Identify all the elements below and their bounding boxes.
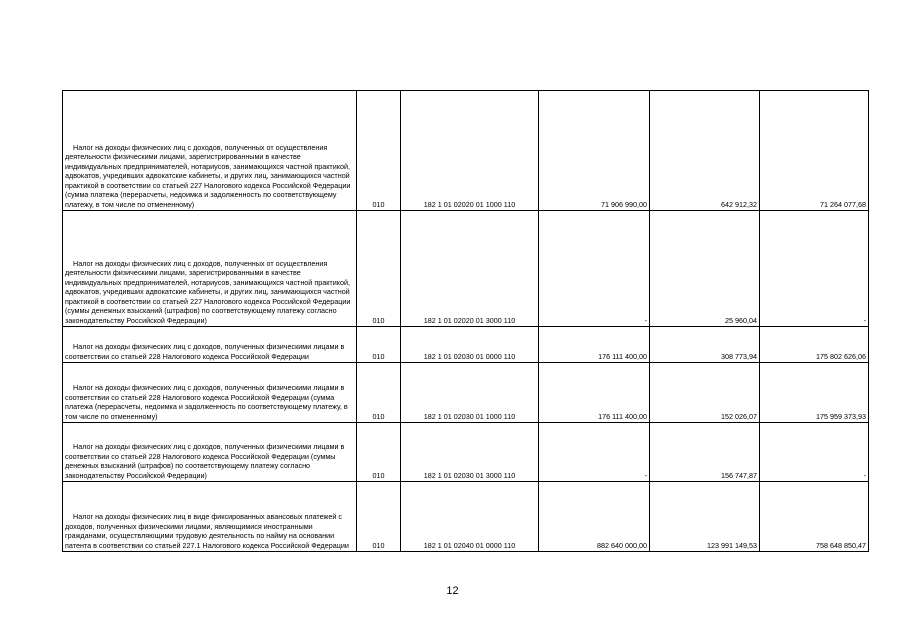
row-value-2-cell: 156 747,87 [650,423,760,482]
row-name-cell: Налог на доходы физических лиц с доходов, полученных физическими лицами в соответствии со статьей 228 Налогового кодекса Российской Федерации [63,327,357,363]
row-kbk-cell: 182 1 01 02030 01 0000 110 [401,327,539,363]
row-value-2-cell: 308 773,94 [650,327,760,363]
row-value-2-cell: 152 026,07 [650,363,760,423]
row-value-1-cell: 882 640 000,00 [539,482,650,552]
table-row [63,91,869,211]
table-row [63,363,869,423]
row-name-cell: Налог на доходы физических лиц с доходов, полученных от осуществления деятельности физическими лицами, зарегистрированными в качестве индивидуальных предпринимателей, нотариусов, занимающихся частной практикой, адвокатов, учредивших адвокатские кабинеты, и других лиц, занимающихся частной практикой в соответствии со статьей 227 Налогового кодекса Российской Федерации (сумма платежа (перерасчеты, недоимка и задолженность по соответствующему платежу, в том числе по отмененному) [63,91,357,211]
row-value-1-cell: 176 111 400,00 [539,327,650,363]
row-code-cell: 010 [357,363,401,423]
row-value-3-cell: 175 802 626,06 [760,327,869,363]
row-kbk-cell: 182 1 01 02040 01 0000 110 [401,482,539,552]
row-code-cell: 010 [357,327,401,363]
row-code-cell: 010 [357,423,401,482]
row-code-cell: 010 [357,211,401,327]
row-code-cell: 010 [357,482,401,552]
row-value-1-cell: - [539,423,650,482]
row-kbk-cell: 182 1 01 02030 01 1000 110 [401,363,539,423]
row-kbk-cell: 182 1 01 02020 01 1000 110 [401,91,539,211]
income-report-table [62,90,869,552]
row-kbk-cell: 182 1 01 02030 01 3000 110 [401,423,539,482]
table-row [63,327,869,363]
table-row [63,482,869,552]
row-name-cell: Налог на доходы физических лиц с доходов, полученных физическими лицами в соответствии со статьей 228 Налогового кодекса Российской Федерации (сумма платежа (перерасчеты, недоимка и задолженность по соответствующему платежу, в том числе по отмененному) [63,363,357,423]
row-value-1-cell: 71 906 990,00 [539,91,650,211]
table-row [63,423,869,482]
row-name-cell: Налог на доходы физических лиц с доходов, полученных физическими лицами в соответствии со статьей 228 Налогового кодекса Российской Федерации (суммы денежных взысканий (штрафов) по соответствующему платежу согласно законодательству Российской Федерации) [63,423,357,482]
row-value-2-cell: 123 991 149,53 [650,482,760,552]
row-value-3-cell: - [760,211,869,327]
table-row [63,211,869,327]
row-code-cell: 010 [357,91,401,211]
row-name-cell: Налог на доходы физических лиц с доходов, полученных от осуществления деятельности физическими лицами, зарегистрированными в качестве индивидуальных предпринимателей, нотариусов, занимающихся частной практикой, адвокатов, учредивших адвокатские кабинеты, и других лиц, занимающихся частной практикой в соответствии со статьей 227 Налогового кодекса Российской Федерации (суммы денежных взысканий (штрафов) по соответствующему платежу согласно законодательству Российской Федерации) [63,211,357,327]
row-value-3-cell: 758 648 850,47 [760,482,869,552]
row-kbk-cell: 182 1 01 02020 01 3000 110 [401,211,539,327]
row-value-2-cell: 25 960,04 [650,211,760,327]
row-value-2-cell: 642 912,32 [650,91,760,211]
row-value-3-cell: 71 264 077,68 [760,91,869,211]
row-name-cell: Налог на доходы физических лиц в виде фиксированных авансовых платежей с доходов, полученных физическими лицами, являющимися иностранными гражданами, осуществляющими трудовую деятельность по найму на основании патента в соответствии со статьей 227.1 Налогового кодекса Российской Федерации [63,482,357,552]
row-value-3-cell: - [760,423,869,482]
page-number: 12 [446,585,459,597]
row-value-1-cell: - [539,211,650,327]
row-value-1-cell: 176 111 400,00 [539,363,650,423]
row-value-3-cell: 175 959 373,93 [760,363,869,423]
